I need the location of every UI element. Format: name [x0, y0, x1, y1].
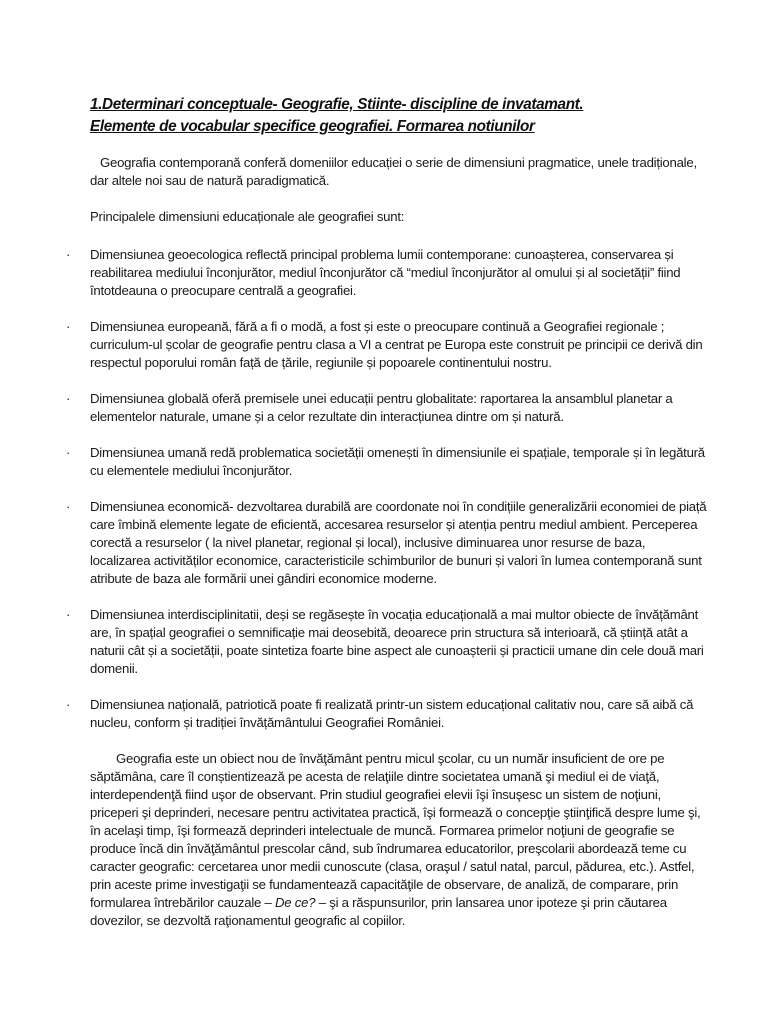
heading-line-1: 1.Determinari conceptuale- Geografie, Stiinte- discipline de invatamant. [90, 96, 584, 113]
heading-line-2: Elemente de vocabular specifice geografiei. Formarea notiunilor [90, 118, 535, 135]
lead-paragraph: Principalele dimensiuni educaționale ale geografiei sunt: [90, 209, 405, 224]
intro-paragraph: Geografia contemporană conferă domeniilor educației o serie de dimensiuni pragmatice, unele tradiționale, dar altele noi sau de natură paradigmatică. [90, 155, 697, 188]
bullet-icon: · [66, 607, 71, 622]
list-item [66, 444, 708, 480]
bullet-icon: · [66, 499, 71, 514]
closing-text-start: Geografia este un obiect nou de învăţământ pentru micul şcolar, cu un număr insuficient de ore pe săptămâna, care îl conștientizează pe acesta de relaţiile dintre societatea umană şi mediul ei de viaţă, interdependenţă fiind uşor de observant. Prin studiul geografiei elevii îşi însuşesc un sistem de noţiuni, priceperi şi deprinderi, necesare pentru activitatea practică, îşi formează o concepţie ştiinţifică despre lume şi, în acelaşi timp, îşi formează deprinderi intelectuale de muncă. Formarea primelor noţiuni de geografie se produce încă din învăţământul prescolar când, sub îndrumarea educatorilor, preşcolarii abordează teme cu caracter geografic: cercetarea unor medii cunoscute (clasa, oraşul / satul natal, parcul, pădurea, etc.). Astfel, prin aceste prime investigaţii se fundamentează capacităţile de observare, de analiză, de comparare, prin formularea întrebărilor cauzale – [90, 751, 701, 910]
list-item-text: Dimensiunea interdisciplinitatii, deși se regăsește în vocația educațională a mai multor obiecte de învățământ are, în spațial geografiei o semnificație mai deosebită, deoarece prin structura să interioară, că știință atât a naturii cât și a societății, poate sintetiza foarte bine aspect ale cunoașterii și practicii umane din cele două mari domenii. [90, 607, 704, 676]
dimensions-list [66, 246, 708, 732]
closing-paragraph [90, 750, 708, 930]
list-item-text: Dimensiunea națională, patriotică poate fi realizată printr-un sistem educațional calitativ nou, care să aibă că nucleu, conform și tradiției învățământului Geografiei României. [90, 697, 694, 730]
list-item [66, 390, 708, 426]
list-item-text: Dimensiunea umană redă problematica societății omenești în dimensiunile ei spațiale, temporale și în legătură cu elementele mediului înconjurător. [90, 445, 705, 478]
bullet-icon: · [66, 697, 71, 712]
bullet-icon: · [66, 391, 71, 406]
bullet-icon: · [66, 445, 71, 460]
closing-text-end: – şi a răspunsurilor, prin lansarea unor ipoteze şi prin căutarea dovezilor, se dezvoltă raţionamentul geografic al copiilor. [90, 895, 667, 928]
list-item-text: Dimensiunea europeană, fără a fi o modă, a fost și este o preocupare continuă a Geografiei regionale ; curriculum-ul școlar de geografie pentru clasa a VI a centrat pe Europa este construit pe principii ce derivă din respectul poporului român față de țările, regiunile și popoarele continentului nostru. [90, 319, 703, 370]
closing-question: De ce? [275, 895, 316, 910]
list-item [66, 318, 708, 372]
list-item-text: Dimensiunea globală oferă premisele unei educații pentru globalitate: raportarea la ansamblul planetar a elementelor naturale, umane și a celor rezultate din interacțiunea dintre om și natură. [90, 391, 673, 424]
bullet-icon: · [66, 319, 71, 334]
list-item [66, 696, 708, 732]
list-item [66, 246, 708, 300]
bullet-icon: · [66, 247, 71, 262]
list-item [66, 606, 708, 678]
list-item-text: Dimensiunea geoecologica reflectă principal problema lumii contempor​ane: cunoașterea, conservarea și reabilitarea mediului înconjurător, mediul înconjurător că “mediul înconjurător al omului și al societății” fiind întotdeauna o preocupare centrală a geografiei. [90, 247, 681, 298]
list-item-text: Dimensiunea economică- dezvoltarea durabilă are coordonate noi în condițiile generalizării economiei de piață care îmbină elemente legate de eficientă, accesarea resurselor și atenția pentru mediul ambient. Perceperea corectă a resurselor ( la nivel planetar, regional și local), inclusive diminuarea unor resurse de baza, localizarea activităților economice, caracteristicile schimburilor de bunuri și valori în lumea contemporană sunt atribute de baza ale formării unei gândiri economice moderne. [90, 499, 707, 586]
list-item [66, 498, 708, 588]
